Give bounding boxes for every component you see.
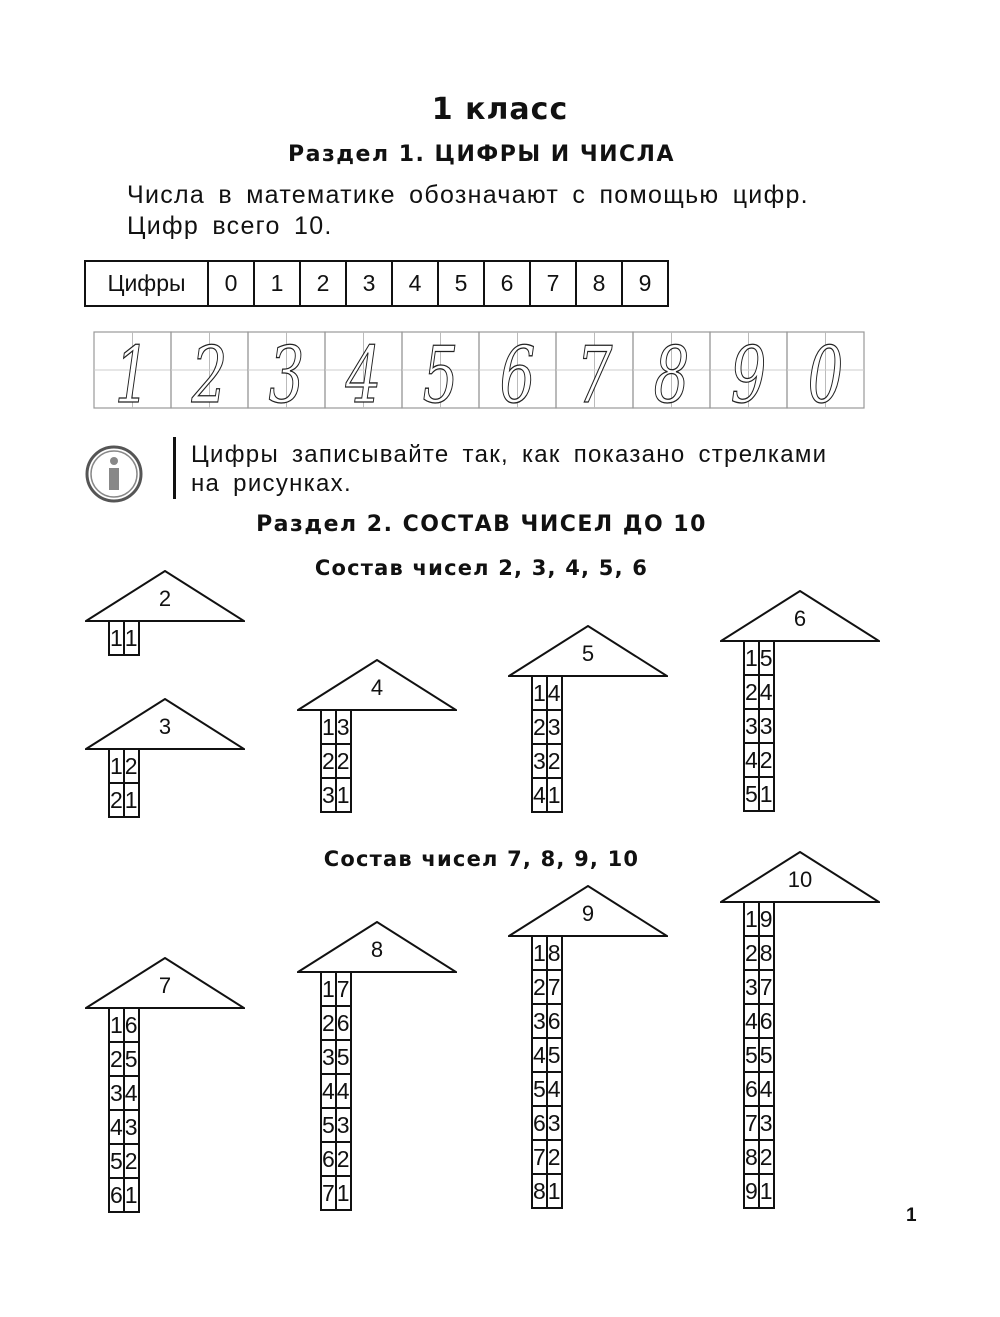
house-cell: 7 [547,970,562,1004]
house-cell: 1 [532,936,547,970]
house-cell: 5 [744,1038,759,1072]
digit-cell: 4 [392,261,438,306]
house-cell: 1 [124,783,139,817]
house-cell: 3 [321,778,336,812]
house-cell: 4 [759,675,774,709]
svg-text:4: 4 [345,330,382,410]
house-top-number: 2 [158,586,172,611]
house-cell: 1 [759,1174,774,1208]
house-cell: 3 [759,1106,774,1140]
house-row [109,1144,139,1178]
house-row [321,1176,351,1210]
house-cell: 1 [532,676,547,710]
house-cell: 3 [532,744,547,778]
page-number: 1 [906,1205,917,1226]
script-digit-cell [787,331,864,410]
svg-text:2: 2 [191,330,228,410]
house-cell: 5 [759,1038,774,1072]
house-cell: 9 [759,902,774,936]
house-row [109,783,139,817]
house-row [321,972,351,1006]
svg-text:5: 5 [422,330,459,410]
house-cell: 4 [744,1004,759,1038]
house-cell: 7 [532,1140,547,1174]
digit-cell: 7 [530,261,576,306]
house-row [744,675,774,709]
info-note [191,440,827,498]
house-cell: 5 [532,1072,547,1106]
svg-text:9: 9 [730,330,767,410]
house-rows [320,709,352,813]
house-row [532,1004,562,1038]
house-cell: 1 [109,621,124,655]
house-cell: 4 [109,1110,124,1144]
house-row [109,621,139,655]
digit-cell: 2 [300,261,346,306]
house-row [744,1106,774,1140]
house-row [321,1040,351,1074]
digit-cell: 6 [484,261,530,306]
subtitle-numbers-7-10: Состав чисел 7, 8, 9, 10 [323,847,640,871]
house-cell: 4 [547,676,562,710]
script-digit-cell [171,331,248,410]
house-cell: 7 [759,970,774,1004]
house-row [744,709,774,743]
subtitle-numbers-2-6: Состав чисел 2, 3, 4, 5, 6 [314,556,649,580]
house-rows [108,620,140,656]
house-cell: 5 [321,1108,336,1142]
house-cell: 2 [109,783,124,817]
house-cell: 1 [124,1178,139,1212]
house-cell: 4 [759,1072,774,1106]
house-rows [743,901,775,1209]
digit-cell: 1 [254,261,300,306]
house-cell: 2 [321,1006,336,1040]
house-cell: 2 [759,1140,774,1174]
house-cell: 1 [547,778,562,812]
house-cell: 2 [547,744,562,778]
house-top-number: 10 [787,867,813,892]
house-row [109,1076,139,1110]
house-row [532,970,562,1004]
house-cell: 5 [744,777,759,811]
house-row [532,778,562,812]
house-rows [531,675,563,813]
house-row [321,710,351,744]
house-row [744,902,774,936]
intro-line-2: Цифр всего 10. [127,212,333,240]
house-top-number: 4 [370,675,384,700]
section-2-title: Раздел 2. СОСТАВ ЧИСЕЛ ДО 10 [256,512,707,537]
house-top-number: 5 [581,641,595,666]
house-cell: 5 [336,1040,351,1074]
house-rows [531,935,563,1209]
house-row [744,1038,774,1072]
house-cell: 3 [336,1108,351,1142]
house-cell: 6 [759,1004,774,1038]
house-row [109,1110,139,1144]
house-cell: 6 [336,1006,351,1040]
house-cell: 3 [547,1106,562,1140]
house-cell: 7 [321,1176,336,1210]
digit-cell: 9 [622,261,668,306]
house-row [744,777,774,811]
handwriting-digits-strip [93,330,868,410]
house-cell: 4 [547,1072,562,1106]
house-row [744,936,774,970]
house-row [532,1140,562,1174]
house-row [744,1174,774,1208]
info-divider [173,437,176,499]
house-rows [743,640,775,812]
house-cell: 4 [321,1074,336,1108]
house-row [744,970,774,1004]
house-row [532,1038,562,1072]
house-cell: 6 [744,1072,759,1106]
house-cell: 4 [532,778,547,812]
house-cell: 8 [547,936,562,970]
house-cell: 5 [109,1144,124,1178]
house-rows [108,748,140,818]
house-row [321,1142,351,1176]
info-icon [84,444,144,504]
house-row [109,1008,139,1042]
house-cell: 7 [336,972,351,1006]
house-top-number: 6 [793,606,807,631]
house-row [321,1108,351,1142]
house-row [532,676,562,710]
svg-text:6: 6 [499,330,536,410]
house-cell: 3 [321,1040,336,1074]
section-1-title: Раздел 1. ЦИФРЫ И ЧИСЛА [288,142,675,167]
svg-text:8: 8 [653,330,690,410]
house-row [109,1178,139,1212]
script-digit-cell [248,331,325,410]
house-cell: 1 [321,710,336,744]
house-cell: 6 [547,1004,562,1038]
house-cell: 1 [744,641,759,675]
house-cell: 3 [744,709,759,743]
svg-text:0: 0 [807,330,844,410]
intro-paragraph [127,180,809,242]
house-cell: 1 [547,1174,562,1208]
house-cell: 3 [532,1004,547,1038]
script-digit-cell [556,331,633,410]
svg-text:1: 1 [114,330,151,410]
house-cell: 3 [124,1110,139,1144]
house-cell: 2 [744,675,759,709]
house-cell: 1 [336,778,351,812]
house-cell: 2 [124,749,139,783]
house-cell: 6 [532,1106,547,1140]
house-cell: 3 [109,1076,124,1110]
intro-line-1: Числа в математике обозначают с помощью цифр. [127,181,809,209]
house-cell: 9 [744,1174,759,1208]
house-cell: 1 [124,621,139,655]
house-row [321,744,351,778]
house-cell: 2 [532,710,547,744]
house-cell: 2 [744,936,759,970]
house-cell: 5 [124,1042,139,1076]
house-cell: 6 [124,1008,139,1042]
house-row [744,1004,774,1038]
house-cell: 2 [759,743,774,777]
house-cell: 6 [109,1178,124,1212]
house-cell: 4 [532,1038,547,1072]
house-row [321,1006,351,1040]
house-row [532,1072,562,1106]
digits-table-header: Цифры [85,261,208,306]
digit-cell: 8 [576,261,622,306]
house-top-number: 8 [370,937,384,962]
house-cell: 1 [759,777,774,811]
house-cell: 4 [744,743,759,777]
house-cell: 1 [321,972,336,1006]
house-cell: 5 [547,1038,562,1072]
svg-text:7: 7 [576,330,613,410]
info-line-2: на рисунках. [191,470,352,497]
house-cell: 1 [744,902,759,936]
house-row [744,743,774,777]
house-cell: 1 [109,749,124,783]
house-cell: 2 [336,1142,351,1176]
house-rows [320,971,352,1211]
house-row [532,936,562,970]
house-row [532,1174,562,1208]
house-row [744,641,774,675]
house-cell: 8 [744,1140,759,1174]
house-row [109,1042,139,1076]
house-row [321,1074,351,1108]
house-cell: 3 [759,709,774,743]
info-line-1: Цифры записывайте так, как показано стрелками [191,441,828,468]
digit-cell: 5 [438,261,484,306]
house-top-number: 9 [581,901,595,926]
house-rows [108,1007,140,1213]
house-top-number: 3 [158,714,172,739]
house-cell: 4 [124,1076,139,1110]
house-row [532,744,562,778]
script-digit-cell [479,331,556,410]
script-digit-cell [402,331,479,410]
house-row [532,710,562,744]
house-cell: 2 [532,970,547,1004]
script-digit-cell [710,331,787,410]
house-cell: 2 [124,1144,139,1178]
house-cell: 6 [321,1142,336,1176]
house-cell: 8 [759,936,774,970]
house-row [744,1072,774,1106]
digits-table [84,260,669,307]
script-digit-cell [325,331,402,410]
house-row [532,1106,562,1140]
house-cell: 2 [321,744,336,778]
house-cell: 3 [547,710,562,744]
house-row [744,1140,774,1174]
script-digit-cell [94,331,171,410]
house-cell: 4 [336,1074,351,1108]
digit-cell: 3 [346,261,392,306]
house-cell: 1 [336,1176,351,1210]
house-top-number: 7 [158,973,172,998]
house-cell: 8 [532,1174,547,1208]
house-cell: 5 [759,641,774,675]
house-cell: 2 [336,744,351,778]
script-digit-cell [633,331,710,410]
grade-title: 1 класс [431,92,569,127]
house-cell: 3 [744,970,759,1004]
house-cell: 7 [744,1106,759,1140]
house-row [321,778,351,812]
house-cell: 2 [547,1140,562,1174]
house-cell: 2 [109,1042,124,1076]
house-cell: 3 [336,710,351,744]
digit-cell: 0 [208,261,254,306]
house-cell: 1 [109,1008,124,1042]
house-row [109,749,139,783]
svg-text:3: 3 [268,330,305,410]
